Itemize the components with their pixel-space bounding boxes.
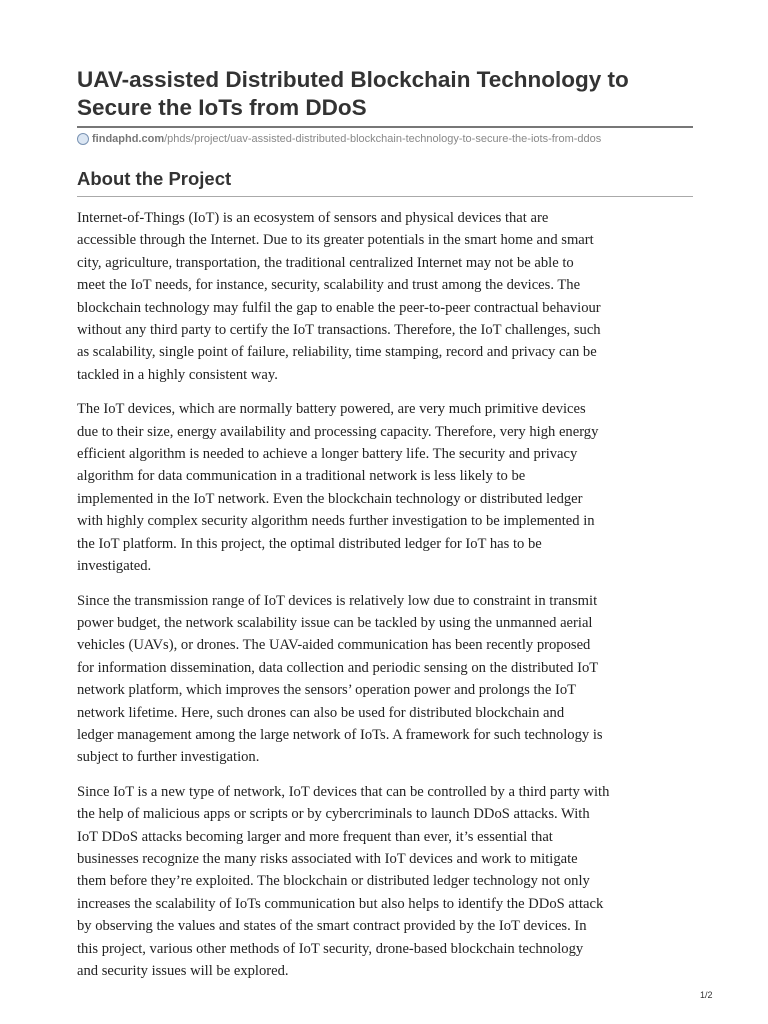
paragraph-line: network lifetime. Here, such drones can also be used for distributed blockchain and (77, 704, 565, 721)
paragraph-line: and security issues will be explored. (77, 963, 289, 979)
title-divider (77, 126, 693, 128)
section-heading: About the Project (77, 168, 232, 189)
document-body (77, 207, 707, 994)
paragraph-line: investigated. (77, 558, 152, 575)
paragraph-line: city, agriculture, transportation, the traditional centralized Internet may not be able to (77, 254, 574, 271)
paragraph-line: with highly complex security algorithm needs further investigation to be implemented in (77, 513, 595, 530)
paragraph-line: Internet-of-Things (IoT) is an ecosystem of sensors and physical devices that are (77, 210, 549, 226)
paragraph-line: subject to further investigation. (77, 749, 260, 766)
paragraph (77, 781, 707, 983)
paragraph-line: algorithm for data communication in a traditional network is less likely to be (77, 468, 526, 485)
page-number: 1/2 (700, 990, 713, 1000)
title-line: UAV-assisted Distributed Blockchain Technology to (77, 67, 629, 92)
paragraph-line: the help of malicious apps or scripts or by cybercriminals to launch DDoS attacks. With (77, 806, 590, 823)
paragraph-line: as scalability, single point of failure, reliability, time stamping, record and privacy can be (77, 344, 597, 361)
paragraph-line: the IoT platform. In this project, the optimal distributed ledger for IoT has to be (77, 535, 542, 552)
paragraph-line: IoT DDoS attacks becoming larger and more frequent than ever, it’s essential that (77, 828, 553, 845)
paragraph-line: by observing the values and states of the smart contract provided by the IoT devices. In (77, 918, 587, 935)
paragraph-line: power budget, the network scalability issue can be tackled by using the unmanned aerial (77, 614, 593, 631)
source-url[interactable] (77, 131, 601, 147)
paragraph-line: accessible through the Internet. Due to its greater potentials in the smart home and smart (77, 232, 594, 249)
paragraph-line: for information dissemination, data collection and periodic sensing on the distributed IoT (77, 659, 599, 676)
paragraph-line: Since the transmission range of IoT devices is relatively low due to constraint in transmit (77, 592, 598, 609)
paragraph-line: Since IoT is a new type of network, IoT devices that can be controlled by a third party with (77, 783, 610, 800)
paragraph-line: without any third party to certify the IoT transactions. Therefore, the IoT challenges, such (77, 322, 601, 339)
paragraph-line: meet the IoT needs, for instance, security, scalability and trust among the devices. The (77, 277, 581, 294)
paragraph-line: implemented in the IoT network. Even the blockchain technology or distributed ledger (77, 490, 583, 507)
title-line: Secure the IoTs from DDoS (77, 95, 367, 120)
paragraph-line: network platform, which improves the sensors’ operation power and prolongs the IoT (77, 682, 577, 699)
paragraph-line: blockchain technology may fulfil the gap to enable the peer-to-peer contractual behaviour (77, 299, 601, 316)
paragraph-line: ledger management among the large network of IoTs. A framework for such technology is (77, 726, 603, 743)
paragraph-line: The IoT devices, which are normally battery powered, are very much primitive devices (77, 401, 586, 418)
paragraph-line: businesses recognize the many risks associated with IoT devices and work to mitigate (77, 850, 578, 867)
section-divider (77, 196, 693, 197)
document-title (77, 66, 717, 122)
paragraph (77, 207, 707, 386)
paragraph-line: due to their size, energy availability and processing capacity. Therefore, very high energy (77, 423, 599, 440)
paragraph-line: efficient algorithm is needed to achieve a longer battery life. The security and privacy (77, 446, 578, 463)
paragraph (77, 398, 707, 577)
paragraph-line: them before they’re exploited. The blockchain or distributed ledger technology not only (77, 873, 590, 890)
paragraph (77, 590, 707, 769)
paragraph-line: tackled in a highly consistent way. (77, 366, 278, 383)
url-domain: findaphd.com (92, 133, 165, 145)
paragraph-line: increases the scalability of IoTs communication but also helps to identify the DDoS attack (77, 895, 604, 912)
globe-icon (77, 133, 89, 145)
paragraph-line: this project, various other methods of IoT security, drone-based blockchain technology (77, 940, 584, 957)
paragraph-line: vehicles (UAVs), or drones. The UAV-aided communication has been recently proposed (77, 637, 591, 654)
url-path: /phds/project/uav-assisted-distributed-blockchain-technology-to-secure-the-iots-from-ddos (164, 133, 602, 145)
